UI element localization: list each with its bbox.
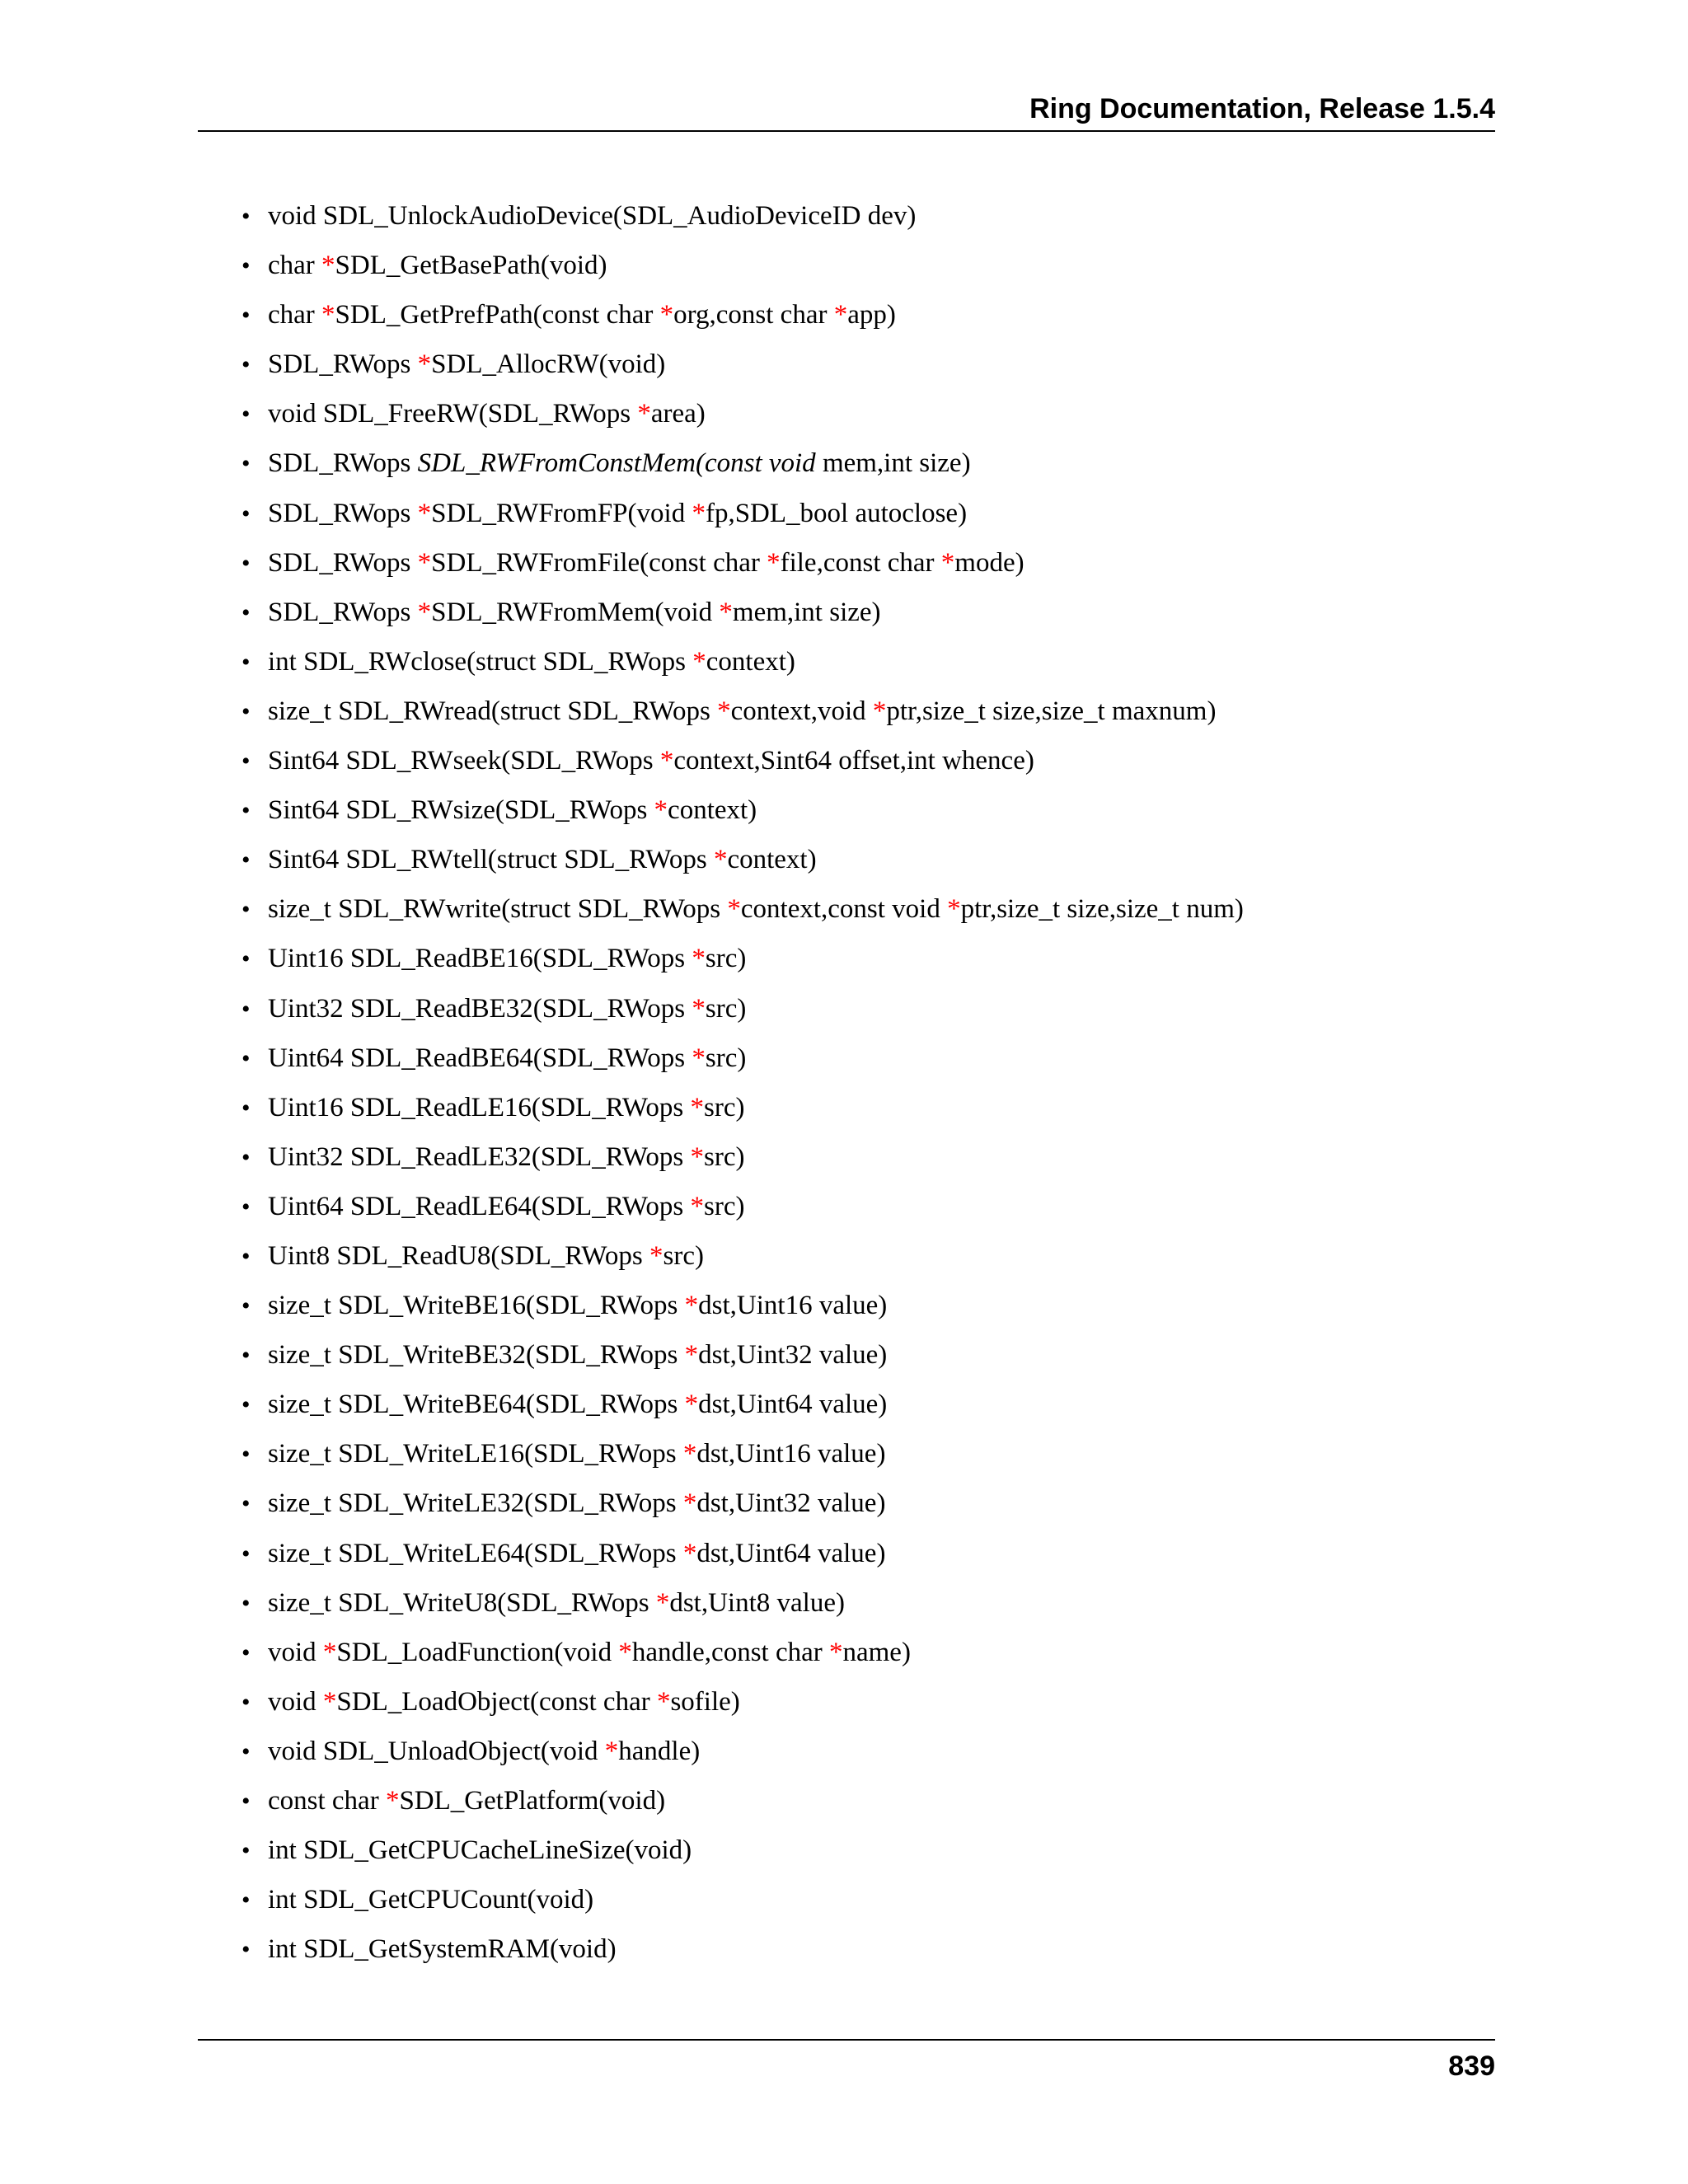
pointer-star: * (692, 1043, 706, 1073)
list-item (239, 743, 1244, 792)
item-text: size_t SDL_WriteLE64(SDL_RWops (268, 1538, 683, 1568)
pointer-star: * (767, 547, 781, 578)
pointer-star: * (719, 597, 733, 627)
header-rule (198, 130, 1495, 132)
list-item (239, 991, 1244, 1040)
item-text: SDL_RWFromFP(void (431, 498, 692, 528)
item-text: void SDL_UnloadObject(void (268, 1736, 605, 1766)
item-text: mem,int size) (732, 597, 881, 627)
bullet-icon: • (241, 1886, 251, 1915)
item-text: Uint16 SDL_ReadBE16(SDL_RWops (268, 944, 692, 974)
bullet-icon: • (241, 1788, 251, 1815)
list-item (239, 445, 1244, 494)
list-item (239, 1337, 1244, 1386)
bullet-icon: • (241, 1837, 251, 1865)
pointer-star: * (690, 1141, 704, 1172)
bullet-icon: • (241, 1540, 251, 1568)
pointer-star: * (682, 1439, 697, 1469)
pointer-star: * (692, 944, 706, 974)
list-item (239, 247, 1244, 297)
bullet-icon: • (241, 896, 251, 924)
item-text: void SDL_UnlockAudioDevice(SDL_AudioDeviceID dev) (268, 201, 917, 231)
pointer-star: * (692, 993, 706, 1024)
bullet-icon: • (241, 797, 251, 825)
pointer-star: * (828, 1637, 843, 1667)
item-text: Sint64 SDL_RWtell(struct SDL_RWops (268, 845, 714, 875)
item-text: area) (650, 399, 706, 429)
list-item (239, 1585, 1244, 1634)
bullet-icon: • (241, 203, 251, 230)
item-text: src) (704, 1191, 745, 1221)
pointer-star: * (417, 498, 432, 528)
item-text: int SDL_GetSystemRAM(void) (268, 1934, 617, 1965)
pointer-star: * (649, 1240, 663, 1271)
item-text: dst,Uint32 value) (696, 1488, 886, 1519)
page-number: 839 (1448, 2050, 1495, 2082)
list-item (239, 841, 1244, 891)
item-text: Sint64 SDL_RWsize(SDL_RWops (268, 795, 654, 826)
item-text: fp,SDL_bool autoclose) (705, 498, 968, 528)
item-text: void (268, 1686, 323, 1717)
header-title: Ring Documentation, Release 1.5.4 (1029, 93, 1495, 124)
item-text: mem,int size) (815, 448, 971, 479)
item-text: src) (663, 1240, 704, 1271)
list-item (239, 1139, 1244, 1188)
item-text: ptr,size_t size,size_t num) (960, 894, 1244, 925)
item-text: dst,Uint8 value) (669, 1587, 845, 1618)
item-text: dst,Uint16 value) (698, 1291, 888, 1321)
item-text: context,Sint64 offset,int whence) (673, 746, 1034, 776)
item-text: SDL_RWops (268, 349, 418, 380)
footer-rule (198, 2039, 1495, 2041)
item-text: mode) (954, 547, 1025, 578)
list-item (239, 1832, 1244, 1882)
item-text: size_t SDL_WriteBE16(SDL_RWops (268, 1291, 685, 1321)
list-item (239, 396, 1244, 445)
item-text: void (268, 1637, 323, 1667)
item-text: const char (268, 1786, 386, 1816)
item-text: int SDL_GetCPUCacheLineSize(void) (268, 1835, 692, 1866)
pointer-star: * (682, 1488, 697, 1519)
pointer-star: * (684, 1390, 699, 1420)
list-item (239, 1783, 1244, 1832)
item-text: SDL_RWops (268, 498, 418, 528)
list-item (239, 1684, 1244, 1733)
pointer-star: * (654, 795, 668, 826)
pointer-star: * (655, 1587, 670, 1618)
list-item (239, 1287, 1244, 1337)
list-item (239, 594, 1244, 644)
bullet-icon: • (241, 1242, 251, 1270)
pointer-star: * (618, 1637, 632, 1667)
item-text: SDL_LoadFunction(void (336, 1637, 619, 1667)
bullet-icon: • (241, 549, 251, 577)
item-text: dst,Uint16 value) (696, 1439, 886, 1469)
bullet-icon: • (241, 697, 251, 725)
bullet-icon: • (241, 846, 251, 874)
list-item (239, 1535, 1244, 1585)
bullet-icon: • (241, 1737, 251, 1765)
item-text: context) (706, 646, 795, 677)
pointer-star: * (690, 1092, 704, 1122)
bullet-icon: • (241, 1688, 251, 1716)
list-item (239, 198, 1244, 247)
list-item (239, 792, 1244, 841)
item-text: Uint32 SDL_ReadLE32(SDL_RWops (268, 1141, 691, 1172)
list-item (239, 1386, 1244, 1436)
item-text: handle,const char (631, 1637, 829, 1667)
item-text: dst,Uint64 value) (696, 1538, 886, 1568)
pointer-star: * (385, 1786, 400, 1816)
list-item (239, 891, 1244, 940)
list-item (239, 495, 1244, 545)
bullet-icon: • (241, 1441, 251, 1469)
item-text: Uint64 SDL_ReadLE64(SDL_RWops (268, 1191, 691, 1221)
item-text: size_t SDL_RWread(struct SDL_RWops (268, 696, 718, 726)
list-item (239, 1436, 1244, 1485)
item-text: context,const void (740, 894, 948, 925)
bullet-icon: • (241, 1342, 251, 1370)
item-text: SDL_RWFromFile(const char (431, 547, 767, 578)
pointer-star: * (604, 1736, 619, 1766)
item-text: size_t SDL_WriteLE32(SDL_RWops (268, 1488, 683, 1519)
item-text: dst,Uint64 value) (698, 1390, 888, 1420)
pointer-star: * (659, 300, 674, 330)
italic-text: SDL_RWFromConstMem(const void (417, 448, 816, 479)
bullet-icon: • (241, 499, 251, 527)
pointer-star: * (690, 1191, 704, 1221)
item-text: src) (705, 1043, 747, 1073)
item-text: size_t SDL_WriteLE16(SDL_RWops (268, 1439, 683, 1469)
list-item (239, 346, 1244, 396)
bullet-icon: • (241, 450, 251, 478)
bullet-icon: • (241, 1490, 251, 1518)
item-text: app) (847, 300, 896, 330)
item-text: dst,Uint32 value) (698, 1340, 888, 1371)
list-item (239, 1040, 1244, 1090)
list-item (239, 545, 1244, 594)
pointer-star: * (321, 300, 335, 330)
bullet-icon: • (241, 1193, 251, 1221)
list-item (239, 1931, 1244, 1980)
item-text: SDL_RWops (268, 547, 418, 578)
pointer-star: * (417, 597, 432, 627)
pointer-star: * (417, 547, 432, 578)
item-text: SDL_GetPrefPath(const char (335, 300, 660, 330)
list-item (239, 1634, 1244, 1684)
pointer-star: * (713, 845, 728, 875)
list-item (239, 1733, 1244, 1783)
item-text: Uint64 SDL_ReadBE64(SDL_RWops (268, 1043, 692, 1073)
bullet-icon: • (241, 1589, 251, 1617)
bullet-icon: • (241, 1094, 251, 1122)
item-text: size_t SDL_RWwrite(struct SDL_RWops (268, 894, 728, 925)
pointer-star: * (692, 498, 706, 528)
pointer-star: * (727, 894, 741, 925)
item-text: src) (705, 993, 747, 1024)
pointer-star: * (684, 1340, 699, 1371)
item-text: org,const char (673, 300, 834, 330)
pointer-star: * (940, 547, 955, 578)
item-text: context,void (730, 696, 873, 726)
list-item (239, 1882, 1244, 1931)
bullet-icon: • (241, 1292, 251, 1320)
item-text: Uint8 SDL_ReadU8(SDL_RWops (268, 1240, 650, 1271)
item-text: Uint16 SDL_ReadLE16(SDL_RWops (268, 1092, 691, 1122)
item-text: src) (705, 944, 747, 974)
bullet-icon: • (241, 945, 251, 973)
bullet-icon: • (241, 351, 251, 379)
bullet-icon: • (241, 748, 251, 776)
list-item (239, 693, 1244, 743)
pointer-star: * (872, 696, 887, 726)
bullet-icon: • (241, 648, 251, 676)
item-text: char (268, 300, 322, 330)
item-text: context) (668, 795, 757, 826)
bullet-icon: • (241, 401, 251, 429)
list-item (239, 940, 1244, 990)
item-text: name) (842, 1637, 911, 1667)
bullet-icon: • (241, 1936, 251, 1964)
bullet-icon: • (241, 302, 251, 330)
list-item (239, 1238, 1244, 1287)
item-text: size_t SDL_WriteU8(SDL_RWops (268, 1587, 656, 1618)
pointer-star: * (692, 646, 706, 677)
pointer-star: * (322, 1637, 337, 1667)
bullet-icon: • (241, 598, 251, 626)
item-text: Uint32 SDL_ReadBE32(SDL_RWops (268, 993, 692, 1024)
item-text: handle) (618, 1736, 701, 1766)
item-text: char (268, 251, 322, 281)
bullet-icon: • (241, 252, 251, 280)
bullet-icon: • (241, 1143, 251, 1171)
item-text: int SDL_RWclose(struct SDL_RWops (268, 646, 693, 677)
pointer-star: * (682, 1538, 697, 1568)
item-text: src) (704, 1141, 745, 1172)
pointer-star: * (717, 696, 731, 726)
pointer-star: * (659, 746, 674, 776)
list-item (239, 1485, 1244, 1535)
item-text: SDL_LoadObject(const char (336, 1686, 657, 1717)
item-text: ptr,size_t size,size_t maxnum) (886, 696, 1217, 726)
bullet-icon: • (241, 1391, 251, 1419)
pointer-star: * (947, 894, 961, 925)
pointer-star: * (417, 349, 432, 380)
item-text: void SDL_FreeRW(SDL_RWops (268, 399, 638, 429)
function-list (239, 198, 1244, 1980)
bullet-icon: • (241, 1638, 251, 1666)
pointer-star: * (833, 300, 848, 330)
item-text: context) (727, 845, 817, 875)
bullet-icon: • (241, 1044, 251, 1072)
item-text: Sint64 SDL_RWseek(SDL_RWops (268, 746, 660, 776)
item-text: src) (704, 1092, 745, 1122)
item-text: int SDL_GetCPUCount(void) (268, 1885, 594, 1915)
item-text: SDL_AllocRW(void) (431, 349, 666, 380)
pointer-star: * (322, 1686, 337, 1717)
list-item (239, 297, 1244, 346)
pointer-star: * (656, 1686, 671, 1717)
pointer-star: * (637, 399, 651, 429)
item-text: SDL_RWFromMem(void (431, 597, 720, 627)
item-text: size_t SDL_WriteBE32(SDL_RWops (268, 1340, 685, 1371)
pointer-star: * (684, 1291, 699, 1321)
list-item (239, 1188, 1244, 1238)
item-text: SDL_RWops (268, 597, 418, 627)
item-text: size_t SDL_WriteBE64(SDL_RWops (268, 1390, 685, 1420)
item-text: SDL_GetBasePath(void) (335, 251, 607, 281)
list-item (239, 1090, 1244, 1139)
pointer-star: * (321, 251, 335, 281)
list-item (239, 644, 1244, 693)
item-text: file,const char (780, 547, 941, 578)
item-text: SDL_GetPlatform(void) (399, 1786, 666, 1816)
bullet-icon: • (241, 995, 251, 1023)
item-text: SDL_RWops (268, 448, 418, 479)
item-text: sofile) (670, 1686, 740, 1717)
